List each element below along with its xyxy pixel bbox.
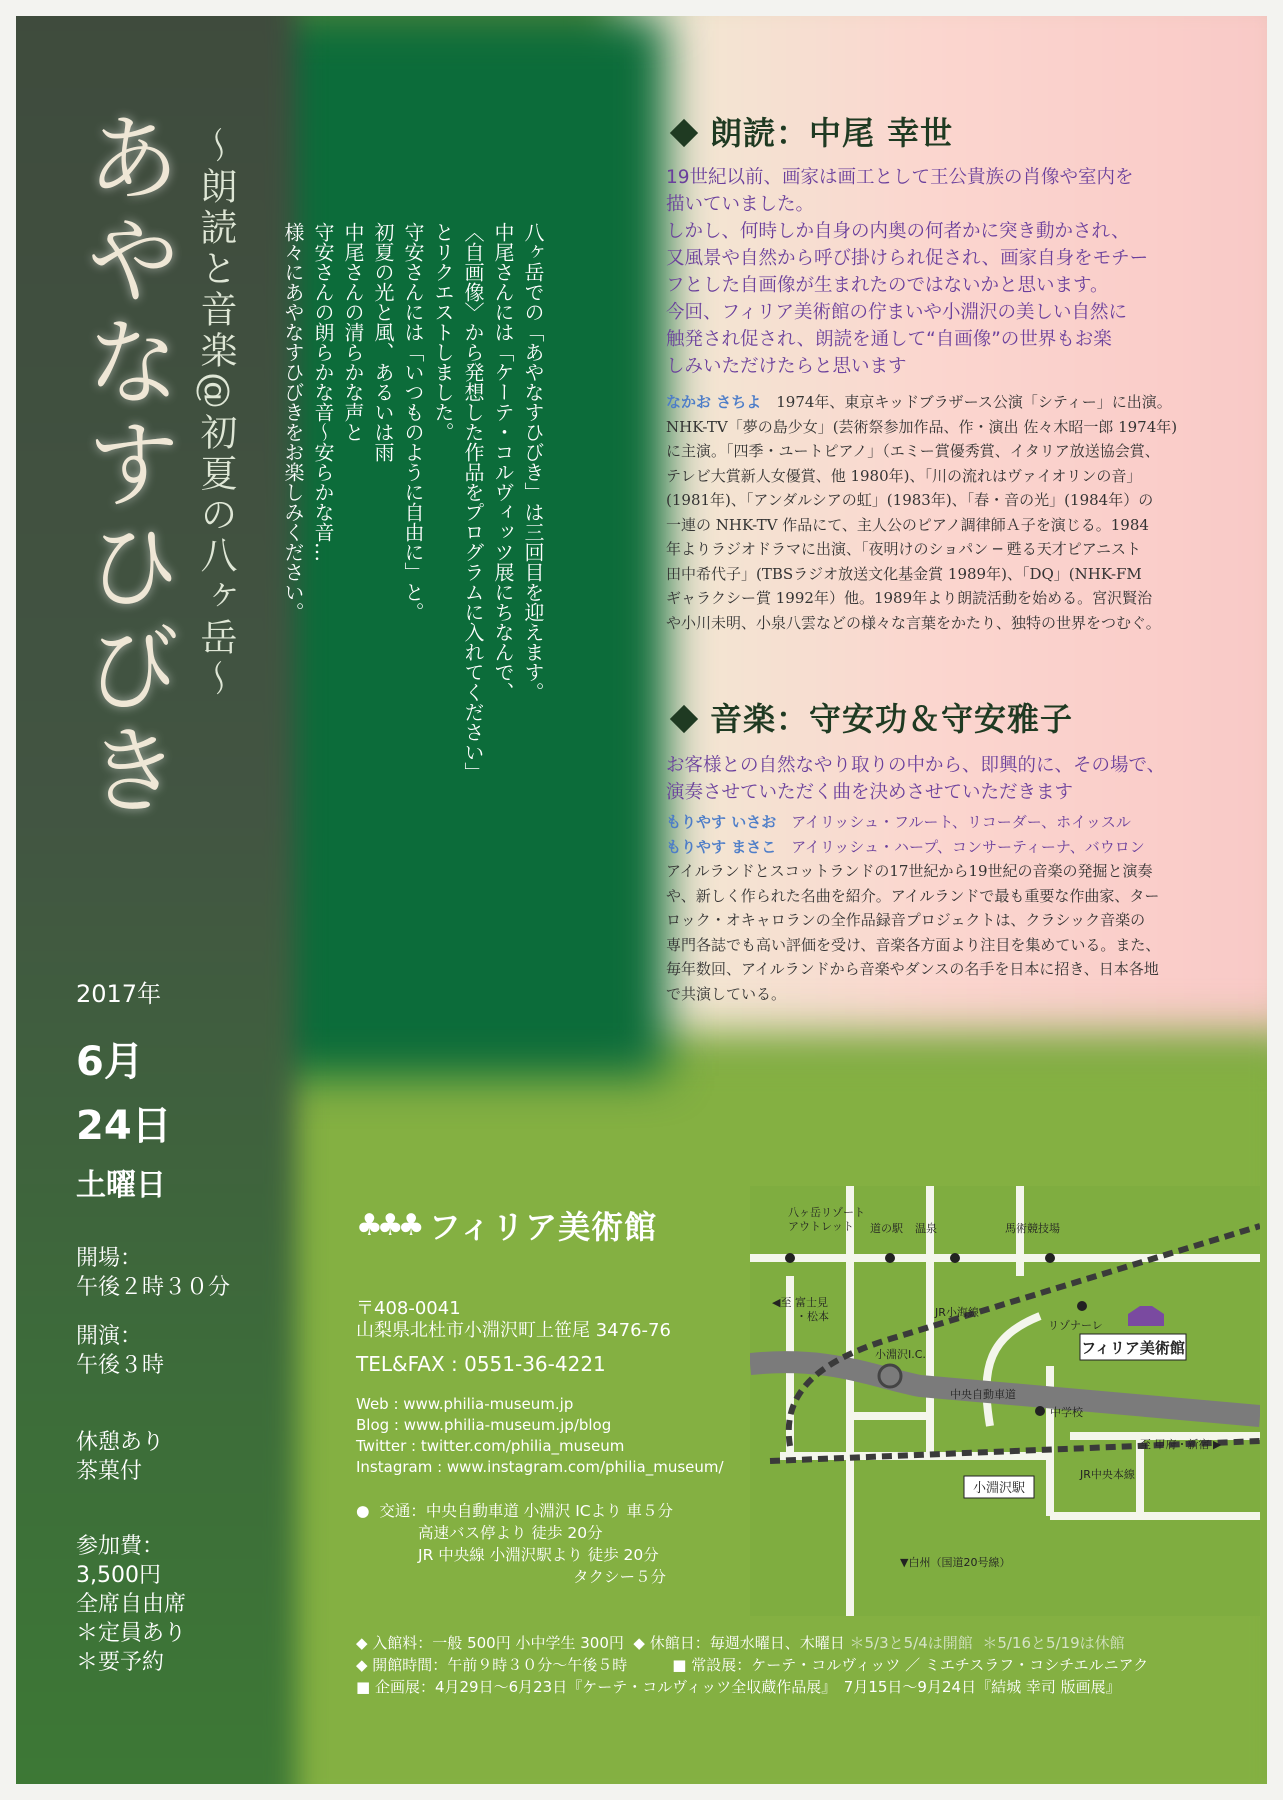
map-museum-label: フィリア美術館: [1081, 1339, 1185, 1357]
map-school-label: 中学校: [1050, 1406, 1083, 1419]
map-hakushu-label: ▼白州（国道20号線）: [900, 1556, 1011, 1569]
access-map: [750, 1186, 1260, 1616]
performer1-instruments: アイリッシュ・フルート、リコーダー、ホイッスル: [791, 813, 1131, 831]
flyer: [16, 16, 1267, 1784]
music-bio-text: アイルランドとスコットランドの17世紀から19世紀の音楽の発掘と演奏 や、新しく作られた名曲を紹介。アイルランドで最も重要な作曲家、ター ロック・オキャロランの全作品録音プロジェクトは、クラシック音楽の 専門各誌でも高い評価を受け、音楽各方面より注目を集めている。また、 毎年数回、アイルランドから音楽やダンスの名手を日本に招き、日本各地 で共演している。: [666, 862, 1161, 1003]
map-michinoeki-label: 道の駅: [870, 1222, 903, 1235]
map-chuo-label: JR中央本線: [1080, 1468, 1135, 1481]
date-year: 2017年: [76, 980, 162, 1008]
map-station-label: 小淵沢駅: [972, 1481, 1026, 1496]
map-fujimi-label: ◀至 富士見: [772, 1296, 828, 1309]
map-kofu-label: 至 甲府・新宿 ▶: [1140, 1438, 1222, 1451]
date-weekday: 土曜日: [76, 1168, 166, 1203]
music-section: [666, 694, 1256, 1006]
closure-note: ＊5/3と5/4は開館 ＊5/16と5/19は休館: [849, 1634, 1125, 1652]
performer1-name: もりやす いさお: [666, 813, 777, 831]
date-day: 24日: [76, 1103, 172, 1149]
date-month: 6月: [76, 1039, 144, 1085]
map-ic-circle: [879, 1365, 901, 1387]
map-resort-label: 八ヶ岳リゾート: [788, 1206, 865, 1219]
music-bio: [666, 810, 1256, 1006]
museum-logo: [356, 1202, 657, 1248]
reading-bio-name: なかお さちよ: [666, 393, 762, 411]
museum-details: [356, 1632, 1148, 1698]
admission-line: ◆ 入館料：一般 500円 小中学生 300円 ◆ 休館日：毎週水曜日、木曜日: [356, 1634, 845, 1652]
break-info: 休憩あり 茶菓付: [76, 1430, 165, 1484]
map-expressway-label: 中央自動車道: [950, 1388, 1016, 1401]
museum-web: Web : www.philia-museum.jp Blog : www.philia-museum.jp/blog Twitter : twitter.com/philia_museum Instagram : www.instagram.com/philia_museum/: [356, 1395, 724, 1476]
tree-icon: ♣♣♣: [356, 1207, 419, 1243]
diamond-icon: [670, 119, 698, 147]
museum-address: 〒408-0041 山梨県北杜市小淵沢町上笹尾 3476-76: [356, 1298, 671, 1341]
music-lead: お客様との自然なやり取りの中から、即興的に、その場で、 演奏させていただく曲を決めさせていただきます: [666, 755, 1166, 803]
map-koumi-label: JR小海線: [935, 1306, 979, 1319]
map-horse-label: 馬術競技場: [1005, 1222, 1060, 1235]
event-subtitle: ～朗読と音楽@初夏の八ヶ岳～: [194, 126, 237, 700]
fee-info: 参加費： 3,500円 全席自由席 ＊定員あり ＊要予約: [76, 1534, 187, 1675]
event-title: あやなすひびき: [70, 108, 182, 822]
museum-access: ● 交通：中央自動車道 小淵沢 ICより 車５分 高速バス停より 徒歩 20分 JR 中央線 小淵沢駅より 徒歩 20分 タクシー５分: [356, 1502, 674, 1586]
reading-lead: 19世紀以前、画家は画工として王公貴族の肖像や室内を 描いていました。 しかし、何時しか自身の内奥の何者かに突き動かされ、 又風景や自然から呼び掛けられ促され、画家自身をモチー フとした自画像が生まれたのではないかと思います。 今回、フィリア美術館の佇まいや小淵沢の美しい自然に 触発され促され、朗読を通して“自画像”の世界もお楽 しみいただけたらと思います: [666, 167, 1149, 377]
reading-bio: [666, 390, 1256, 635]
reading-section: [666, 108, 1256, 635]
open-time: 開場： 午後２時３０分: [76, 1246, 231, 1300]
diamond-icon: [670, 705, 698, 733]
hours-line: ◆ 開館時間：午前９時３０分〜午後５時 ■ 常設展：ケーテ・コルヴィッツ ／ ミエチスラフ・コシチエルニアク: [356, 1656, 1149, 1674]
museum-name: フィリア美術館: [428, 1208, 658, 1246]
music-heading: 音楽：守安功＆守安雅子: [666, 694, 1256, 740]
map-resort-label-2: アウトレット: [788, 1220, 854, 1233]
map-ic-label: 小淵沢I.C.: [875, 1348, 926, 1361]
reading-heading: 朗読：中尾 幸世: [666, 108, 1256, 154]
exhibition-line: ■ 企画展：4月29日〜6月23日『ケーテ・コルヴィッツ全収蔵作品展』 7月15日〜9月24日『結城 幸司 版画展』: [356, 1678, 1121, 1696]
map-onsen-label: 温泉: [915, 1222, 937, 1235]
performer2-instruments: アイリッシュ・ハープ、コンサーティーナ、バウロン: [791, 837, 1145, 856]
reading-bio-text: 1974年、東京キッドブラザース公演「シティー」に出演。 NHK-TV「夢の島少女」(芸術祭参加作品、作・演出 佐々木昭一郎 1974年) に主演。「四季・ユートピアノ」（エミー賞優秀賞、イタリア放送協会賞、 テレビ大賞新人女優賞、他 1980年)、「川の流れはヴァイオリンの音」 (1981年)、「アンダルシアの虹」(1983年)、「春・音の光」(1984年）の 一連の NHK-TV 作品にて、主人公のピアノ調律師Ａ子を演じる。1984 年よりラジオドラマに出演、「夜明けのショパン ─ 甦る天才ピアニスト 田中希代子」(TBSラジオ放送文化基金賞 1989年)、「DQ」(NHK-FM ギャラクシー賞 1992年）他。1989年より朗読活動を始める。宮沢賢治 や小川未明、小泉八雲などの様々な言葉をかたり、独特の世界をつむぐ。: [666, 393, 1178, 632]
museum-tel: TEL&FAX : 0551-36-4221: [356, 1352, 606, 1376]
start-time: 開演： 午後３時: [76, 1324, 165, 1378]
map-fujimi-label-2: ・松本: [796, 1310, 829, 1323]
intro-text: 八ヶ岳での「あやなすひびき」は三回目を迎えます。 中尾さんには「ケーテ・コルヴィッツ展にちなんで、 〈自画像〉から発想した作品をプログラムに入れてください」 とリクエストしました。 守安さんには「いつものように自由に」と。 初夏の光と風、あるいは雨 中尾さんの清らかな声と 守安さんの朗らかな音～安らかな音… 様々にあやなすひびきをお楽しみください。: [281, 222, 545, 782]
map-risonare-label: リゾナーレ: [1048, 1319, 1103, 1332]
performer2-name: もりやす まさこ: [666, 837, 777, 856]
